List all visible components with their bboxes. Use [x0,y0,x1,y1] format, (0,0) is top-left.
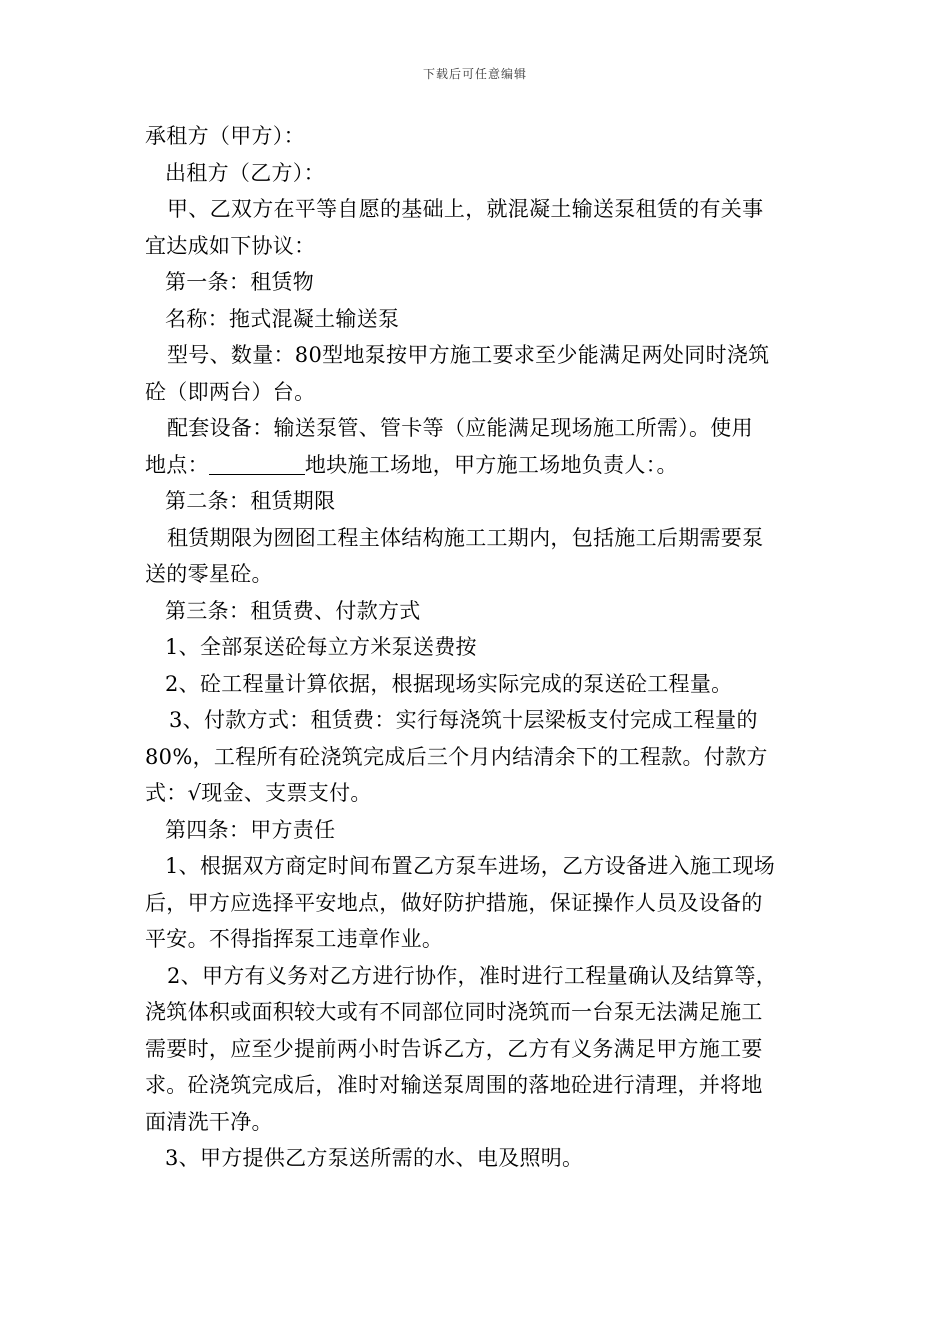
blank-underline [209,454,305,475]
document-line: 承租方（甲方）： [145,124,305,148]
line-text-before: 地点： [145,452,209,477]
document-line: 求。砼浇筑完成后，准时对输送泵周围的落地砼进行清理，并将地 [145,1073,763,1097]
document-line: 需要时，应至少提前两小时告诉乙方，乙方有义务满足甲方施工要 [145,1036,763,1061]
document-line: 甲、乙双方在平等自愿的基础上，就混凝土输送泵租赁的有关事 [167,197,764,221]
document-line: 2、砼工程量计算依据，根据现场实际完成的泵送砼工程量。 [165,671,733,696]
document-line [145,447,810,484]
document-line: 送的零星砼。 [145,562,273,586]
document-line: 面清洗干净。 [145,1109,273,1134]
document-line: 第三条：租赁费、付款方式 [165,598,421,623]
document-line: 浇筑体积或面积较大或有不同部位同时浇筑而一台泵无法满足施工 [145,1000,763,1024]
document-line: 名称：拖式混凝土输送泵 [165,306,400,331]
document-line: 出租方（乙方）： [165,160,325,185]
document-line: 第四条：甲方责任 [165,817,336,842]
document-line: 2、甲方有义务对乙方进行协作，准时进行工程量确认及结算等， [167,963,778,988]
document-line: 3、甲方提供乙方泵送所需的水、电及照明。 [165,1146,584,1170]
document-line: 型号、数量：80型地泵按甲方施工要求至少能满足两处同时浇筑 [167,343,770,367]
document-body [145,118,810,1177]
document-line: 后，甲方应选择平安地点，做好防护措施，保证操作人员及设备的 [145,890,763,915]
header-note: 下载后可任意编辑 [422,67,527,81]
document-line: 租赁期限为囫囵工程主体结构施工工期内，包括施工后期需要泵 [167,525,764,550]
document-line: 宜达成如下协议： [145,233,316,258]
document-line: 平安。不得指挥泵工违章作业。 [145,927,444,951]
document-line: 1、全部泵送砼每立方米泵送费按 [165,635,477,659]
document-line: 1、根据双方商定时间布置乙方泵车进场，乙方设备进入施工现场 [165,854,776,878]
document-line: 砼（即两台）台。 [145,379,316,404]
document-line: 3、付款方式：租赁费：实行每浇筑十层梁板支付完成工程量的 [169,708,758,732]
document-line: 80%，工程所有砼浇筑完成后三个月内结清余下的工程款。付款方 [145,744,768,769]
document-line: 第二条：租赁期限 [165,489,336,513]
document-line: 配套设备：输送泵管、管卡等（应能满足现场施工所需）。使用 [167,416,753,440]
line-text-after: 地块施工场地，甲方施工场地负责人：。 [304,452,678,477]
document-line: 第一条：租赁物 [165,270,315,294]
document-line: 式：√现金、支票支付。 [145,781,372,805]
